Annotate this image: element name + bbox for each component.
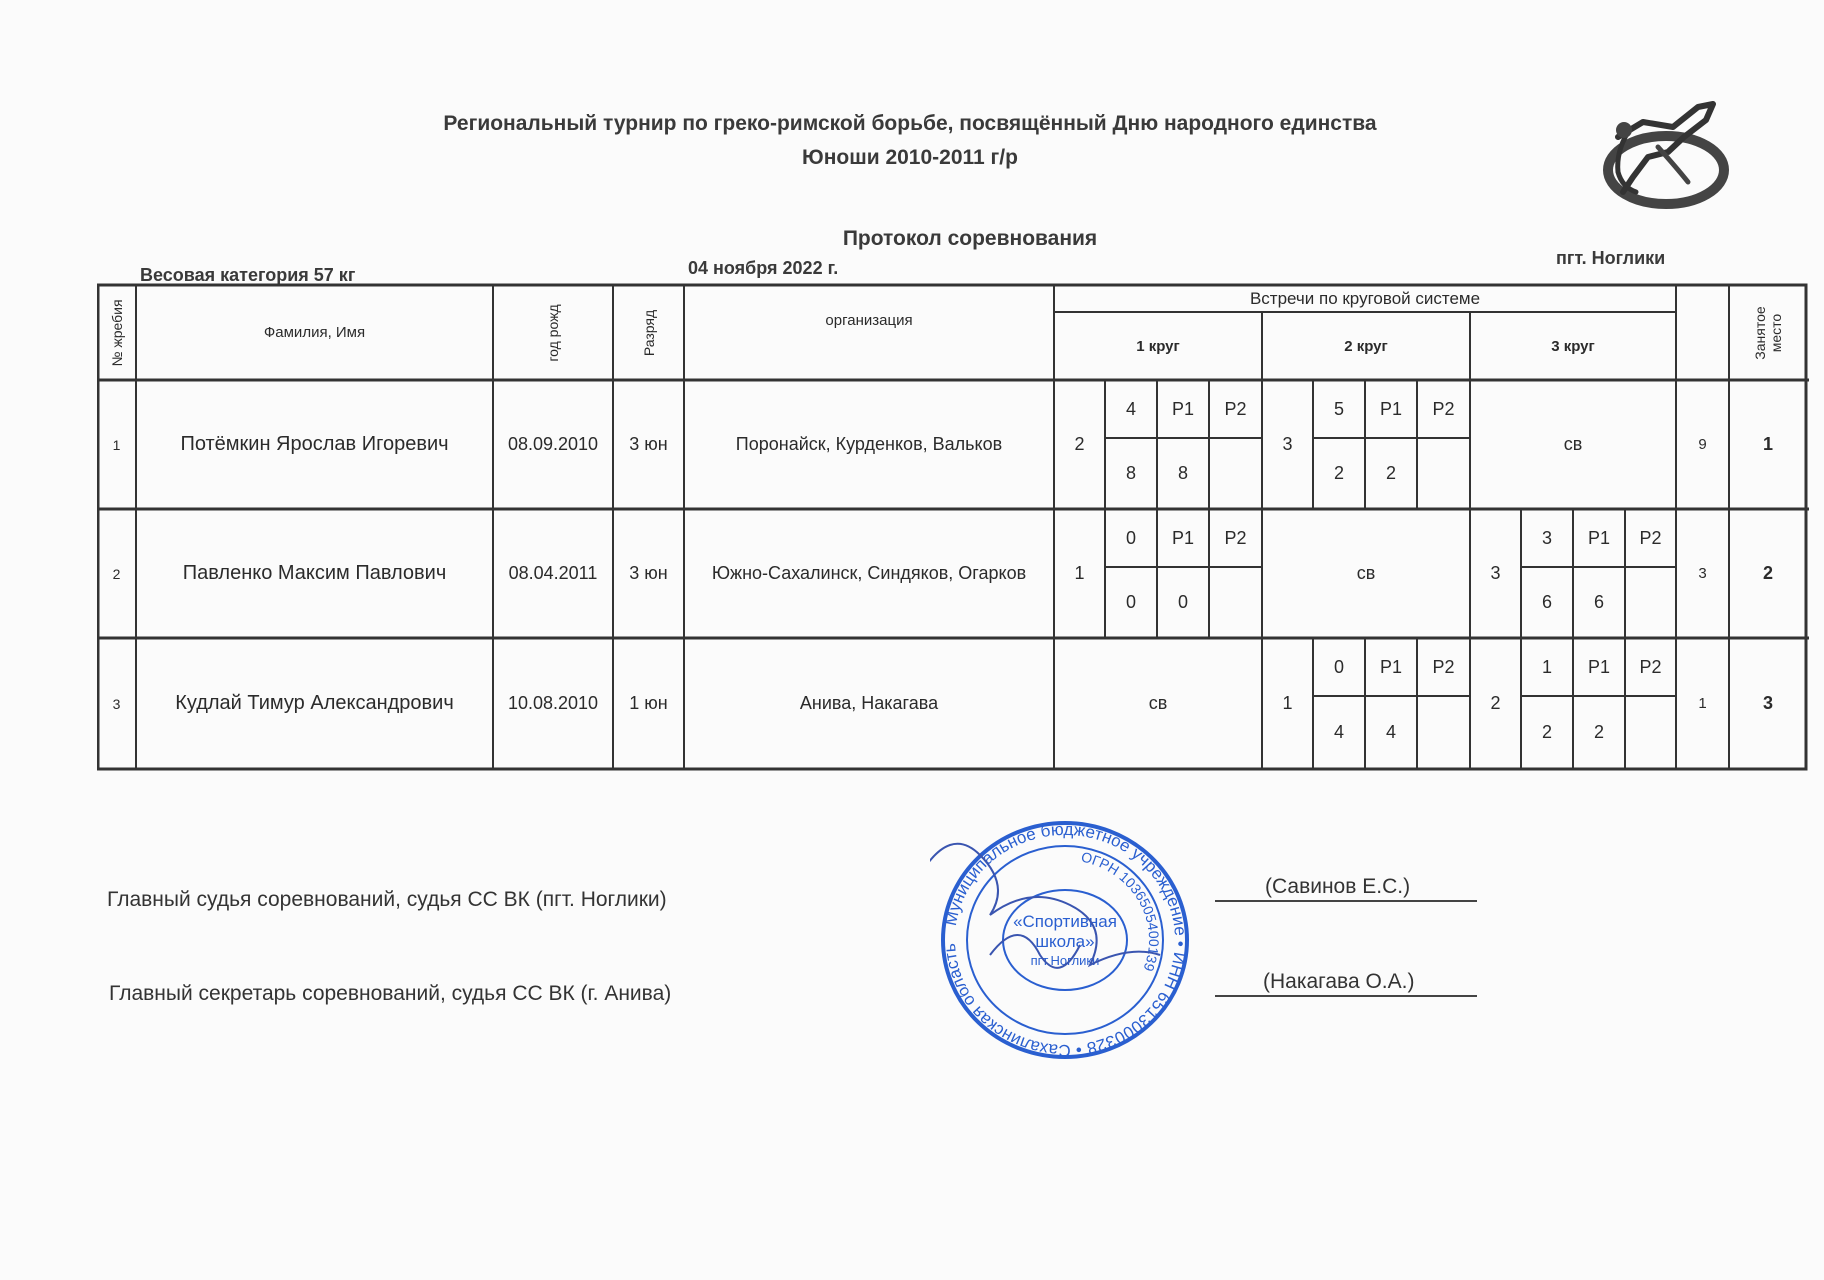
row-1-draw: 1 xyxy=(112,436,121,453)
row-3-r3-score: 1 xyxy=(1541,656,1552,677)
row-3-org: Анива, Накагава xyxy=(799,693,939,713)
row-3-r2-opponent: 1 xyxy=(1282,693,1293,713)
row-3-place: 3 xyxy=(1762,693,1773,713)
round-3-header: 3 круг xyxy=(1551,337,1595,355)
row-1-r2-opponent: 3 xyxy=(1282,434,1293,454)
round-2-header: 2 круг xyxy=(1344,337,1388,355)
row-1-r1-p2: Р2 xyxy=(1224,398,1247,419)
row-2-place: 2 xyxy=(1762,563,1773,583)
row-2-draw: 2 xyxy=(112,565,121,582)
svg-text:пгт.Ноглики: пгт.Ноглики xyxy=(1030,953,1100,968)
row-3-r3-p1: Р1 xyxy=(1587,656,1611,677)
row-3-r1-bye: св xyxy=(1148,693,1168,713)
competition-table xyxy=(97,272,1809,772)
row-1-points: 9 xyxy=(1698,436,1707,453)
chief-judge-name: (Савинов Е.С.) xyxy=(1265,875,1411,898)
row-1-r2-pts1: 2 xyxy=(1333,463,1344,483)
competition-date: 04 ноября 2022 г. xyxy=(688,258,839,278)
row-3-points: 1 xyxy=(1698,695,1707,712)
row-3-r2-p2: Р2 xyxy=(1432,656,1455,677)
round-1-header: 1 круг xyxy=(1136,337,1180,355)
row-1-r2-score: 5 xyxy=(1333,398,1344,419)
row-1-r1-pts2: 8 xyxy=(1177,463,1188,483)
row-3-birth: 10.08.2010 xyxy=(507,693,599,713)
row-1-r2-p2: Р2 xyxy=(1432,398,1455,419)
row-1-rank: 3 юн xyxy=(629,434,668,454)
row-2-r3-p2: Р2 xyxy=(1639,527,1662,548)
row-1-birth: 08.09.2010 xyxy=(507,434,599,454)
row-2-rank: 3 юн xyxy=(629,563,668,583)
col-place-header: Занятое место xyxy=(1752,305,1784,360)
chief-secretary-label: Главный секретарь соревнований, судья СС ВК (г. Анива) xyxy=(109,982,672,1005)
row-3-draw: 3 xyxy=(112,695,121,712)
row-1-r1-score: 4 xyxy=(1125,398,1136,419)
row-1-r3-bye: св xyxy=(1563,434,1583,454)
svg-text:школа»: школа» xyxy=(1035,932,1095,951)
row-3-r2-pts2: 4 xyxy=(1385,722,1396,742)
official-stamp xyxy=(930,815,1200,1065)
row-2-r3-opponent: 3 xyxy=(1490,563,1501,583)
row-2-r2-bye: св xyxy=(1356,563,1376,583)
row-2-r3-score: 3 xyxy=(1541,527,1552,548)
row-2-r1-p1: Р1 xyxy=(1171,527,1195,548)
row-3-r3-pts2: 2 xyxy=(1593,722,1604,742)
col-org-header: организация xyxy=(825,311,913,329)
row-1-org: Поронайск, Курденков, Вальков xyxy=(735,434,1003,454)
row-3-r2-p1: Р1 xyxy=(1379,656,1403,677)
chief-judge-label: Главный судья соревнований, судья СС ВК (пгт. Ноглики) xyxy=(107,888,667,911)
tournament-title: Региональный турнир по греко-римской борьбе, посвящённый Дню народного единства xyxy=(443,112,1377,135)
weight-category: Весовая категория 57 кг xyxy=(140,265,356,285)
row-1-r1-opponent: 2 xyxy=(1074,434,1085,454)
col-draw-header: № жребия xyxy=(108,298,125,367)
col-meetings-header: Встречи по круговой системе xyxy=(1249,288,1481,308)
row-2-name: Павленко Максим Павлович xyxy=(182,562,447,584)
row-2-points: 3 xyxy=(1698,565,1707,582)
stamp-ring-text: Муниципальное бюджетное учреждение • ИНН 6513000328 • Сахалинская область xyxy=(939,819,1191,1061)
row-3-r3-opponent: 2 xyxy=(1490,693,1501,713)
row-2-r1-pts2: 0 xyxy=(1177,592,1188,612)
row-2-birth: 08.04.2011 xyxy=(508,563,598,583)
col-rank-header: Разряд xyxy=(640,309,657,356)
row-3-r3-pts1: 2 xyxy=(1541,722,1552,742)
wrestling-logo xyxy=(1588,92,1738,217)
competition-place: пгт. Ноглики xyxy=(1556,248,1666,268)
stamp-inner-text: ОГРН 1036505400139 xyxy=(1079,848,1163,974)
row-3-rank: 1 юн xyxy=(629,693,668,713)
row-1-r1-p1: Р1 xyxy=(1171,398,1195,419)
row-1-r1-pts1: 8 xyxy=(1125,463,1136,483)
row-2-org: Южно-Сахалинск, Синдяков, Огарков xyxy=(711,563,1027,583)
row-3-r2-score: 0 xyxy=(1333,656,1344,677)
col-birth-header: год рожд xyxy=(545,303,561,362)
protocol-title: Протокол соревнования xyxy=(842,227,1098,250)
chief-secretary-name: (Накагава О.А.) xyxy=(1263,970,1415,993)
row-1-name: Потёмкин Ярослав Игоревич xyxy=(180,433,449,455)
row-1-r2-p1: Р1 xyxy=(1379,398,1403,419)
row-2-r1-p2: Р2 xyxy=(1224,527,1247,548)
row-2-r1-score: 0 xyxy=(1125,527,1136,548)
row-3-r3-p2: Р2 xyxy=(1639,656,1662,677)
row-2-r3-pts1: 6 xyxy=(1541,592,1552,612)
row-1-r2-pts2: 2 xyxy=(1385,463,1396,483)
row-2-r1-pts1: 0 xyxy=(1125,592,1136,612)
col-name-header: Фамилия, Имя xyxy=(263,324,366,341)
row-2-r3-pts2: 6 xyxy=(1593,592,1604,612)
chief-judge-signature-line xyxy=(1215,900,1477,902)
row-2-r1-opponent: 1 xyxy=(1074,563,1085,583)
svg-text:«Спортивная: «Спортивная xyxy=(1013,912,1117,931)
row-3-name: Кудлай Тимур Александрович xyxy=(175,692,454,714)
row-2-r3-p1: Р1 xyxy=(1587,527,1611,548)
row-1-place: 1 xyxy=(1762,434,1773,454)
chief-secretary-signature-line xyxy=(1215,995,1477,997)
row-3-r2-pts1: 4 xyxy=(1333,722,1344,742)
age-group: Юноши 2010-2011 г/р xyxy=(802,146,1018,169)
